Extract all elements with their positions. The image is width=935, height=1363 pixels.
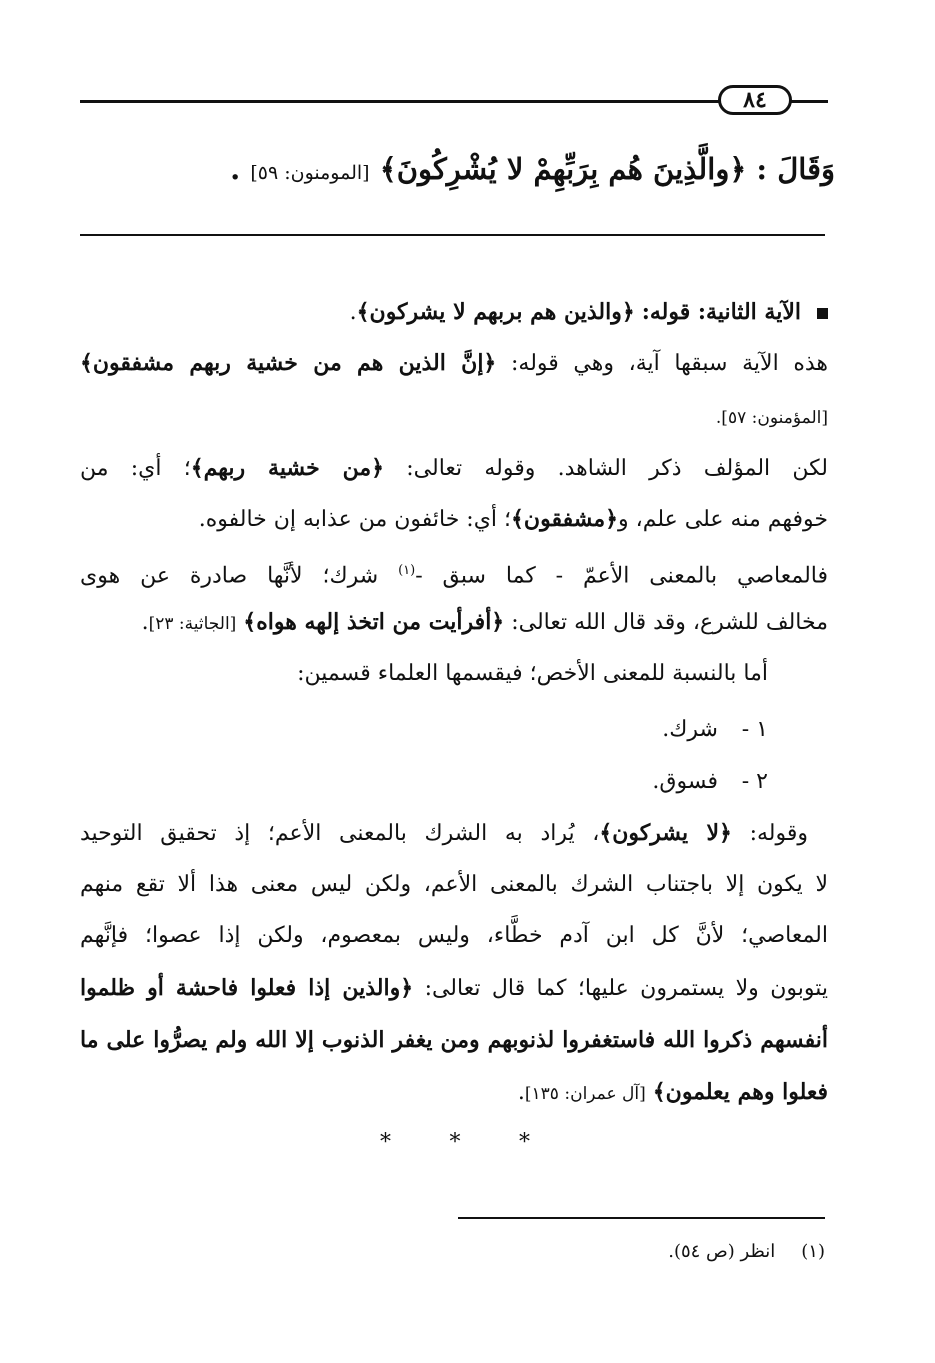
text-span: .	[141, 610, 149, 635]
list-item-number: ١ -	[741, 717, 768, 742]
text-span: مخالف للشرع، وقد قال الله تعالى:	[511, 610, 828, 635]
list-item	[80, 710, 828, 750]
text-span: ؛ أي: خائفون من عذابه إن خالفوه.	[198, 507, 512, 532]
text-line: لا يكون إلا باجتناب الشرك بالمعنى الأعم، ولكن ليس معنى هذا ألا تقع منهم	[80, 872, 828, 897]
verse-span: ﴿إنَّ الذين هم من خشية ربهم مشفقون﴾	[80, 350, 497, 376]
text-span: يتوبون ولا يستمرون عليها؛ كما قال تعالى:	[424, 976, 828, 1001]
text-span: أما بالنسبة للمعنى الأخص؛ فيقسمها العلماء قسمين:	[297, 661, 768, 686]
star-icon: *	[449, 1130, 461, 1155]
verse-span: ﴿والذين إذا فعلوا فاحشة أو ظلموا	[80, 975, 414, 1001]
verse-span: ﴿أفرأيت من اتخذ إلهه هواه﴾	[243, 609, 505, 635]
text-span: .	[517, 1080, 525, 1105]
heading-end: .	[349, 300, 357, 325]
footnote-ref[interactable]: (١)	[398, 563, 416, 578]
quote-verse: ﴿والَّذِينَ هُم بِرَبِّهِمْ لا يُشْرِكُونَ﴾	[379, 152, 747, 186]
text-span: هذه الآية سبقها آية، وهي قوله:	[510, 351, 829, 376]
text-line	[80, 397, 828, 437]
text-span: خوفهم منه على علم، و	[618, 507, 828, 532]
text-line	[80, 343, 828, 383]
text-span: لكن المؤلف ذكر الشاهد. وقوله تعالى:	[406, 456, 828, 481]
verse-span: ﴿من خشية ربهم﴾	[190, 455, 385, 481]
verse-span: فعلوا وهم يعلمون﴾	[652, 1079, 828, 1105]
text-line	[80, 448, 828, 488]
verse-reference: [آل عمران: ١٣٥]	[524, 1084, 646, 1104]
header-rule-end	[790, 100, 828, 103]
square-bullet-icon	[817, 308, 828, 319]
footnote	[80, 1237, 825, 1267]
heading-verse: ﴿والذين هم بربهم لا يشركون﴾	[356, 299, 635, 325]
text-span: ؛ أي: من	[80, 456, 191, 481]
text-line	[80, 813, 828, 853]
list-item	[80, 762, 828, 802]
verse-reference: [الجاثية: ٢٣]	[148, 614, 237, 634]
heading-lead: الآية الثانية: قوله:	[641, 299, 801, 325]
star-icon: *	[519, 1130, 530, 1155]
text-line	[80, 551, 828, 591]
text-span: شرك؛ لأنَّها صادرة عن هوى	[80, 563, 379, 589]
text-span: وقوله:	[749, 821, 809, 846]
text-line	[80, 499, 828, 539]
verse-reference: [المؤمنون: ٥٧].	[715, 408, 828, 428]
text-span: ، يُراد به الشرك بالمعنى الأعم؛ إذ تحقيق التوحيد	[80, 821, 600, 846]
section-divider	[80, 234, 825, 236]
verse-span: ﴿لا يشركون﴾	[599, 820, 732, 846]
quote-end: .	[230, 152, 241, 186]
text-span: فالمعاصي بالمعنى الأعمّ - كما سبق -	[415, 563, 829, 589]
text-line	[80, 602, 828, 642]
footnote-text: انظر (ص ٥٤).	[668, 1241, 776, 1262]
text-line	[80, 654, 828, 694]
page-number: ٨٤	[718, 85, 792, 115]
quote-lead: وَقَالَ :	[756, 152, 835, 186]
verse-span: ﴿مشفقون﴾	[511, 506, 619, 532]
list-item-number: ٢ -	[741, 769, 768, 794]
footnote-number: (١)	[801, 1241, 825, 1262]
header-rule	[80, 100, 720, 103]
text-line	[80, 1072, 828, 1112]
text-line	[80, 968, 828, 1008]
footnote-rule	[458, 1217, 825, 1219]
quote-line	[80, 145, 835, 197]
quote-reference: [المومنون: ٥٩]	[250, 162, 370, 184]
section-stars	[380, 1128, 530, 1158]
list-item-text: شرك.	[662, 717, 718, 742]
text-line: المعاصي؛ لأنَّ كل ابن آدم خطَّاء، وليس بمعصوم، ولكن إذا عصوا؛ فإنَّهم	[80, 923, 828, 948]
star-icon: *	[380, 1130, 391, 1155]
list-item-text: فسوق.	[652, 769, 718, 794]
paragraph-heading	[80, 292, 828, 332]
text-line: أنفسهم ذكروا الله فاستغفروا لذنوبهم ومن يغفر الذنوب إلا الله ولم يصرُّوا على ما	[80, 1027, 828, 1053]
